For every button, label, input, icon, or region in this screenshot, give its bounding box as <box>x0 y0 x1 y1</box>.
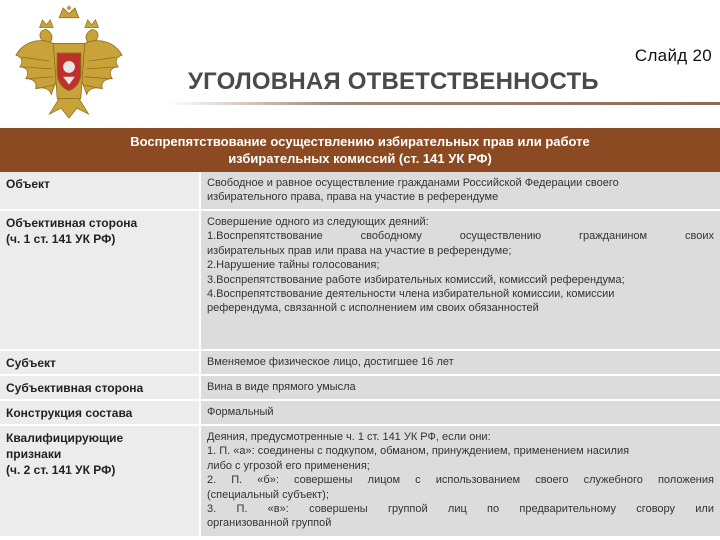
row-label-line: признаки <box>6 447 62 461</box>
title-underline <box>168 102 720 105</box>
value-line: 3.Воспрепятствование работе избирательных комиссий, комиссий референдума; <box>207 273 625 286</box>
row-label-line: Объективная сторона <box>6 216 138 230</box>
page-title: УГОЛОВНАЯ ОТВЕТСТВЕННОСТЬ <box>188 68 599 95</box>
value-line: 1. П. «а»: соединены с подкупом, обманом, принуждением, применением насилия <box>207 445 630 458</box>
value-line: Формальный <box>207 406 274 418</box>
row-label-line: Субъект <box>6 356 56 370</box>
value-line: 3. П. «в»: совершены группой лиц по предварительному сговору или <box>207 503 714 516</box>
row-label-line: (ч. 1 ст. 141 УК РФ) <box>6 232 116 246</box>
row-value <box>200 425 720 537</box>
value-line: 1.Воспрепятствование свободному осуществлению гражданином своих <box>207 230 714 243</box>
row-value <box>200 400 720 425</box>
banner-line-1: Воспрепятствование осуществлению избирательных прав или работе <box>130 134 590 149</box>
row-label-line: Объект <box>6 177 50 191</box>
emblem-crown <box>59 6 79 18</box>
value-line: организованной группой <box>207 517 332 530</box>
row-label <box>0 172 200 210</box>
row-label <box>0 425 200 537</box>
value-line: Свободное и равное осуществление гражданами Российской Федерации своего <box>207 177 619 189</box>
row-value <box>200 210 720 350</box>
row-value <box>200 172 720 210</box>
value-line: Совершение одного из следующих деяний: <box>207 216 429 228</box>
criminal-liability-table <box>0 172 720 538</box>
table-row-subjective-side <box>0 375 720 400</box>
emblem-tail <box>49 98 88 118</box>
row-label-line: (ч. 2 ст. 141 УК РФ) <box>6 463 116 477</box>
banner-line-2: избирательных комиссий (ст. 141 УК РФ) <box>228 151 492 166</box>
table-row-objective-side <box>0 210 720 350</box>
value-line: Вина в виде прямого умысла <box>207 381 356 393</box>
row-label <box>0 400 200 425</box>
row-label-line: Конструкция состава <box>6 406 133 420</box>
article-banner <box>0 128 720 172</box>
value-line: избирательных прав или права на участие в референдуме; <box>207 244 512 257</box>
value-line: (специальный субъект); <box>207 488 329 501</box>
russian-coat-of-arms-emblem <box>10 4 128 122</box>
emblem-shield <box>57 53 81 90</box>
row-value <box>200 375 720 400</box>
value-line: 2.Нарушение тайны голосования; <box>207 259 380 272</box>
value-line: референдума, связанной с исполнением им своих обязанностей <box>207 302 539 315</box>
row-value <box>200 350 720 375</box>
table-row-qualifying-features <box>0 425 720 537</box>
emblem-side-crowns <box>40 20 99 28</box>
slide-number: Слайд 20 <box>634 46 712 65</box>
row-label <box>0 350 200 375</box>
table-row-composition <box>0 400 720 425</box>
table-row-object <box>0 172 720 210</box>
emblem-eagle-heads <box>40 30 98 44</box>
value-line: Вменяемое физическое лицо, достигшее 16 лет <box>207 356 454 368</box>
value-line: 2. П. «б»: совершены лицом с использованием своего служебного положения <box>207 474 714 487</box>
row-label-line: Субъективная сторона <box>6 381 144 395</box>
value-line: 4.Воспрепятствование деятельности члена избирательной комиссии, комиссии <box>207 288 615 301</box>
table-row-subject <box>0 350 720 375</box>
value-line: либо с угрозой его применения; <box>207 459 370 472</box>
value-line: избирательного права, права на участие в референдуме <box>207 191 499 204</box>
row-label <box>0 375 200 400</box>
value-line: Деяния, предусмотренные ч. 1 ст. 141 УК РФ, если они: <box>207 431 491 443</box>
row-label-line: Квалифицирующие <box>6 431 124 445</box>
row-label <box>0 210 200 350</box>
